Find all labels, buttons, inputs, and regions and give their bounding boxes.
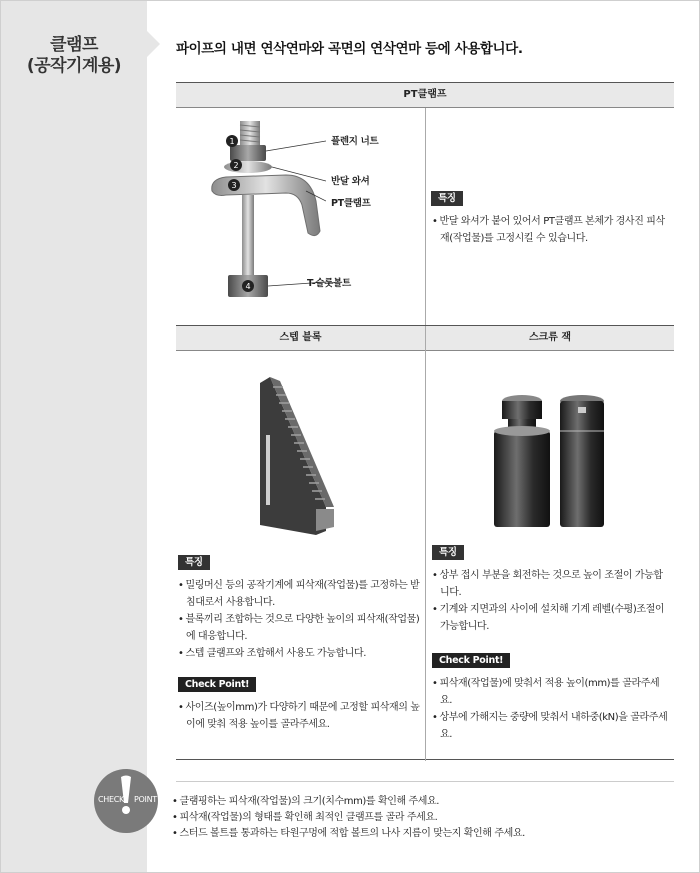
screw-jack-feature-list — [432, 567, 668, 635]
list-item: • 기계와 지면과의 사이에 설치해 기계 레벨(수평)조절이 가능합니다. — [432, 601, 668, 635]
notes-divider — [176, 781, 674, 782]
list-item: • 블록끼리 조합하는 것으로 다양한 높이의 피삭재(작업물)에 대응합니다. — [178, 611, 424, 645]
category-title-line1: 클램프 — [50, 35, 98, 55]
check-point-badge-right: POINT — [134, 795, 157, 804]
callout-half-washer: 반달 와셔 — [331, 176, 370, 187]
screw-jack-image — [486, 393, 616, 533]
list-item: • 클램핑하는 피삭재(작업물)의 크기(치수mm)를 확인해 주세요. — [172, 794, 525, 810]
svg-text:3: 3 — [231, 181, 237, 190]
list-item: • 피삭재(작업물)의 형태를 확인해 최적인 클램프를 골라 주세요. — [172, 810, 525, 826]
screw-jack-check-tag: Check Point! — [432, 653, 510, 668]
screw-jack-header: 스크류 잭 — [426, 326, 674, 351]
svg-text:1: 1 — [229, 137, 235, 146]
sidebar — [1, 1, 147, 872]
check-point-badge-left: CHECK — [98, 795, 124, 804]
category-title-line2: (공작기계용) — [26, 56, 122, 76]
category-title — [1, 35, 147, 77]
product-grid — [176, 82, 674, 760]
pt-clamp-feature-list — [432, 213, 666, 247]
svg-text:2: 2 — [233, 161, 239, 170]
list-item: • 밀링머신 등의 공작기계에 피삭재(작업물)를 고정하는 받침대로서 사용합니다. — [178, 577, 424, 611]
step-block-check-list — [178, 699, 424, 733]
check-point-badge — [94, 769, 158, 833]
callout-t-slot-bolt: T-슬롯볼트 — [307, 278, 351, 289]
notes — [172, 794, 525, 842]
step-block-header: 스텝 블록 — [176, 326, 425, 351]
divider — [425, 108, 426, 761]
list-item: • 스터드 볼트를 통과하는 타원구멍에 적합 볼트의 나사 지름이 맞는지 확인해 주세요. — [172, 826, 525, 842]
list-item: • 반달 와셔가 붙어 있어서 PT클램프 본체가 경사진 피삭재(작업물)를 고정시킬 수 있습니다. — [432, 213, 666, 247]
list-item: • 상부 접시 부분을 회전하는 것으로 높이 조절이 가능합니다. — [432, 567, 668, 601]
screw-jack-check-list — [432, 675, 668, 743]
notes-list — [172, 794, 525, 842]
step-block-image — [256, 375, 336, 535]
list-item: • 피삭재(작업물)에 맞춰서 적용 높이(mm)를 골라주세요. — [432, 675, 668, 709]
list-item: • 스텝 클램프와 조합해서 사용도 가능합니다. — [178, 645, 424, 662]
list-item: • 사이즈(높이mm)가 다양하기 때문에 고정할 피삭재의 높이에 맞춰 적용 높이를 골라주세요. — [178, 699, 424, 733]
step-block-check-tag: Check Point! — [178, 677, 256, 692]
callout-pt-clamp: PT클램프 — [331, 198, 371, 209]
pt-clamp-feature-tag: 특징 — [431, 191, 463, 206]
svg-text:4: 4 — [245, 282, 251, 291]
step-block-feature-list — [178, 577, 424, 662]
callout-flange-nut: 플렌지 너트 — [331, 136, 379, 147]
screw-jack-feature-tag: 특징 — [432, 545, 464, 560]
sidebar-arrow — [146, 30, 160, 58]
pt-clamp-header: PT클램프 — [176, 83, 674, 108]
page-headline: 파이프의 내면 연삭연마와 곡면의 연삭연마 등에 사용합니다. — [176, 41, 523, 57]
list-item: • 상부에 가해지는 중량에 맞춰서 내하중(kN)을 골라주세요. — [432, 709, 668, 743]
step-block-feature-tag: 특징 — [178, 555, 210, 570]
